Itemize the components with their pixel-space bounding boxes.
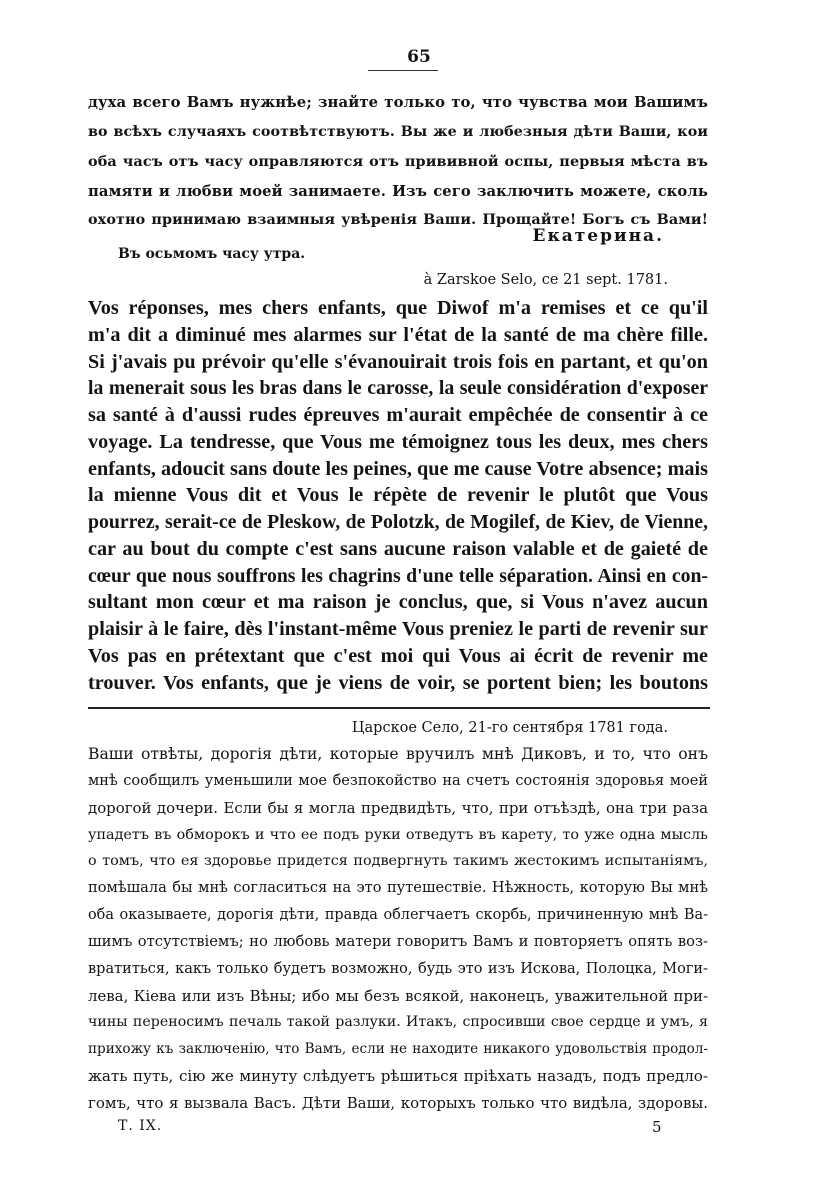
- russian-translation-date: Царское Село, 21-го сентября 1781 года.: [351, 720, 668, 736]
- text-line: Si j'avais pu prévoir qu'elle s'évanouirait trois fois en partant, et qu'on: [88, 350, 708, 373]
- text-line: помѣшала бы мнѣ согласиться на это путешествіе. Нѣжность, которую Вы мнѣ: [88, 879, 708, 897]
- text-line: духа всего Вамъ нужнѣе; знайте только то, что чувства мои Вашимъ: [88, 93, 708, 111]
- section-separator: [88, 707, 710, 709]
- text-line: о томъ, что ея здоровье придется подвергнуть такимъ жестокимъ испытаніямъ,: [88, 853, 708, 870]
- text-line: trouver. Vos enfants, que je viens de voir, se portent bien; les boutons: [88, 671, 708, 694]
- text-line: дорогой дочери. Если бы я могла предвидѣть, что, при отъѣздѣ, она три раза: [88, 798, 708, 817]
- text-line: оба оказываете, дорогія дѣти, правда облегчаетъ скорбь, причиненную мнѣ Ва-: [88, 907, 708, 924]
- text-line: sultant mon cœur et ma raison je conclus, que, si Vous n'avez aucun: [88, 591, 708, 614]
- text-line: Vos réponses, mes chers enfants, que Diwof m'a remises et ce qu'il: [88, 297, 708, 319]
- text-line: la menerait sous les bras dans le carosse, la seule considération d'exposer: [88, 377, 708, 400]
- text-line: pourrez, serait-ce de Pleskow, de Polotzk, de Mogilef, de Kiev, de Vienne,: [88, 511, 708, 533]
- text-line: Ваши отвѣты, дорогія дѣти, которые вручилъ мнѣ Диковъ, и то, что онъ: [88, 745, 708, 763]
- page-number: 65: [407, 47, 431, 67]
- text-line: памяти и любви моей занимаете. Изъ сего заключить можете, сколь: [88, 182, 708, 200]
- text-line: sa santé à d'aussi rudes épreuves m'aurait empêchée de consentir à ce: [88, 404, 708, 426]
- text-line: чины переносимъ печаль такой разлуки. Итакъ, спросивши свое сердце и умъ, я: [88, 1014, 708, 1031]
- text-line: вратиться, какъ только будетъ возможно, будь это изъ Искова, Полоцка, Моги-: [88, 960, 708, 977]
- text-line: мнѣ сообщилъ уменьшили мое безпокойство на счетъ состоянія здоровья моей: [88, 772, 708, 789]
- text-line: Vos pas en prétextant que c'est moi qui Vous ai écrit de revenir me: [88, 644, 708, 667]
- text-line: упадетъ въ обморокъ и что ее подъ руки отведутъ въ карету, то уже одна мысль: [88, 826, 708, 843]
- text-line: enfants, adoucit sans doute les peines, que me cause Votre absence; mais: [88, 457, 708, 480]
- time-note: Въ осьмомъ часу утра.: [118, 246, 306, 262]
- text-line: жать путь, сію же минуту слѣдуетъ рѣшиться пріѣхать назадъ, подъ предло-: [88, 1067, 708, 1086]
- text-line: прихожу къ заключенію, что Вамъ, если не находите никакого удовольствія продол-: [88, 1041, 708, 1058]
- page-number-rule: [368, 70, 438, 71]
- text-line: во всѣхъ случаяхъ соотвѣтствуютъ. Вы же и любезныя дѣти Ваши, кои: [88, 123, 708, 140]
- text-line: охотно принимаю взаимныя увѣренія Ваши. Прощайте! Богъ съ Вами!: [88, 212, 708, 228]
- russian-top-paragraph: [88, 88, 708, 236]
- footer-signature-mark: 5: [652, 1118, 662, 1136]
- text-line: m'a dit a diminué mes alarmes sur l'état de la santé de ma chère fille.: [88, 323, 708, 346]
- signature: Екатерина.: [532, 226, 664, 246]
- french-letter-date: à Zarskoe Selo, ce 21 sept. 1781.: [423, 272, 668, 288]
- russian-translation-body: [88, 741, 708, 1117]
- footer-volume: Т. IX.: [118, 1118, 163, 1134]
- text-line: шимъ отсутствіемъ; но любовь матери говоритъ Вамъ и повторяетъ опять воз-: [88, 932, 708, 950]
- text-line: plaisir à le faire, dès l'instant-même Vous preniez le parti de revenir sur: [88, 618, 708, 640]
- text-line: car au bout du compte c'est sans aucune raison valable et de gaieté de: [88, 537, 708, 560]
- text-line: voyage. La tendresse, que Vous me témoignez tous les deux, mes chers: [88, 430, 708, 453]
- text-line: лева, Кіева или изъ Вѣны; ибо мы безъ всякой, наконецъ, уважительной при-: [88, 986, 708, 1005]
- french-letter-body: [88, 295, 708, 696]
- text-line: гомъ, что я вызвала Васъ. Дѣти Ваши, которыхъ только что видѣла, здоровы.: [88, 1093, 708, 1112]
- text-line: оба часъ отъ часу оправляются отъ прививной оспы, первыя мѣста въ: [88, 153, 708, 170]
- text-line: la mienne Vous dit et Vous le répète de revenir le plutôt que Vous: [88, 484, 708, 507]
- text-line: cœur que nous souffrons les chagrins d'une telle séparation. Ainsi en con-: [88, 564, 708, 587]
